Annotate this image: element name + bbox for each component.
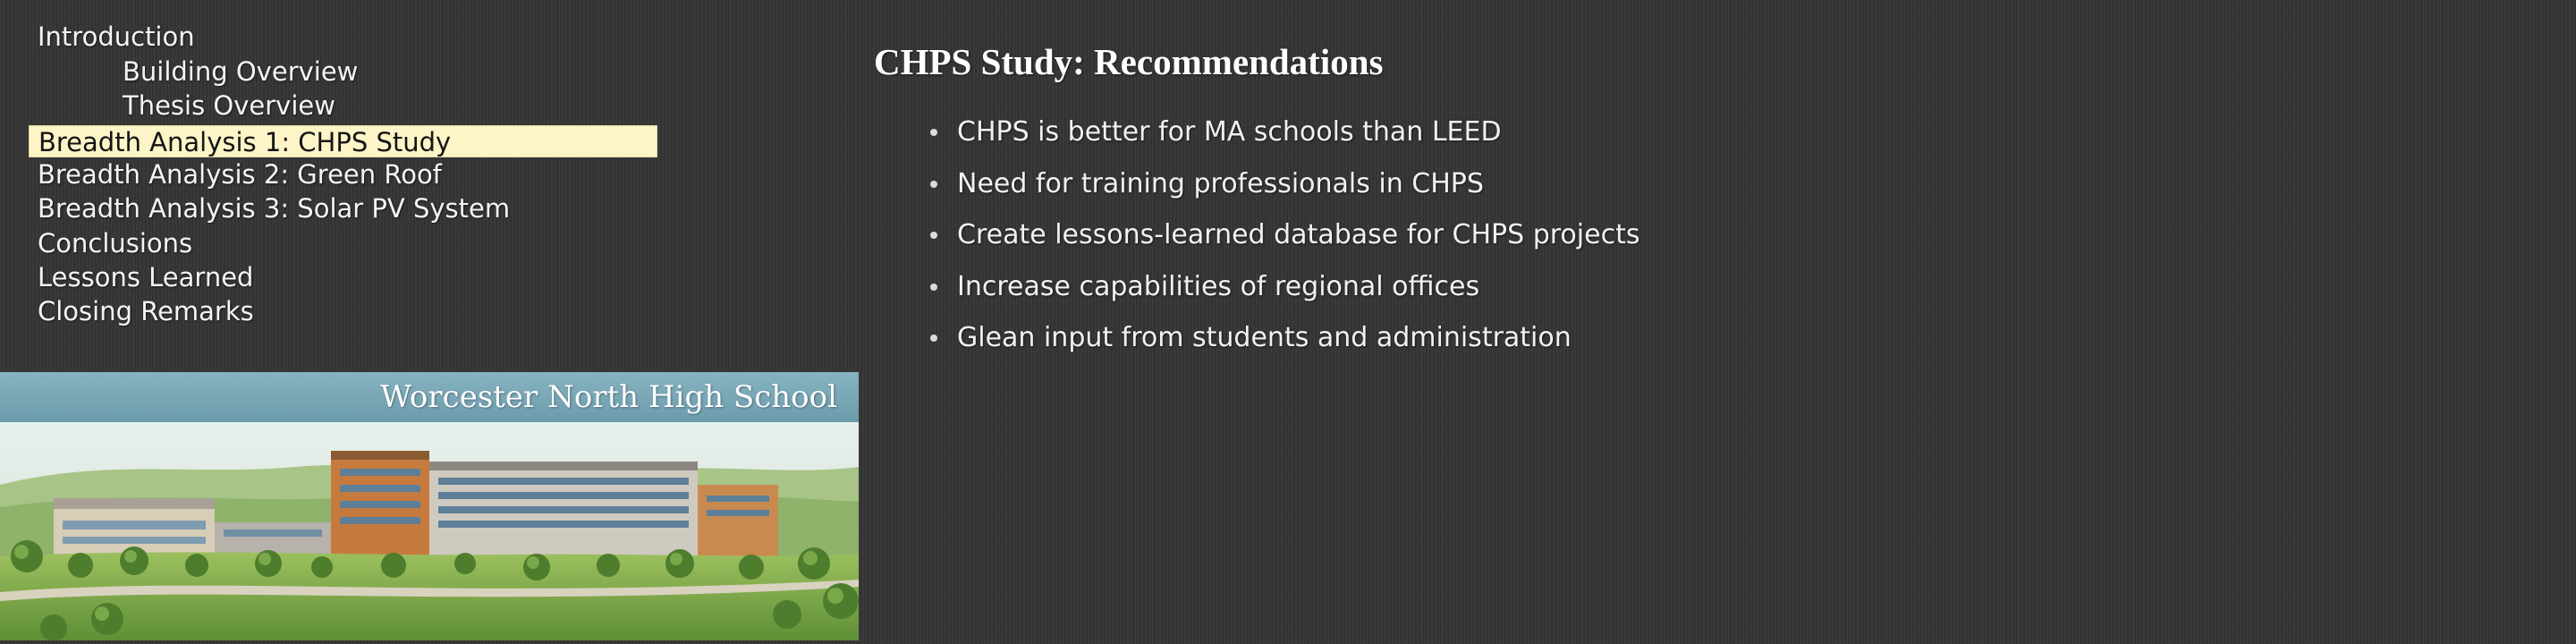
- bullet-icon: [930, 335, 937, 342]
- bullet-text: CHPS is better for MA schools than LEED: [957, 116, 1502, 148]
- bullet-icon: [930, 129, 937, 136]
- bullet-text: Create lessons-learned database for CHPS projects: [957, 219, 1640, 251]
- photo-caption-bar: [0, 372, 859, 422]
- bullet-text: Glean input from students and administration: [957, 322, 1572, 354]
- bullet-icon: [930, 232, 937, 239]
- outline-item-lessons-learned[interactable]: Lessons Learned: [38, 262, 254, 292]
- photo-caption: Worcester North High School: [380, 379, 837, 415]
- outline-item-building-overview[interactable]: Building Overview: [123, 56, 359, 87]
- outline-item-breadth-analysis-1-active[interactable]: Breadth Analysis 1: CHPS Study: [29, 125, 657, 157]
- outline-item-closing-remarks[interactable]: Closing Remarks: [38, 296, 254, 326]
- outline-item-breadth-analysis-2[interactable]: Breadth Analysis 2: Green Roof: [38, 159, 442, 190]
- outline-item-breadth-analysis-3[interactable]: Breadth Analysis 3: Solar PV System: [38, 193, 511, 224]
- school-photo-panel: [0, 372, 859, 640]
- bullet-text: Increase capabilities of regional offices: [957, 270, 1480, 302]
- outline-item-thesis-overview[interactable]: Thesis Overview: [123, 90, 335, 121]
- school-rendering-image: [0, 422, 859, 640]
- outline-item-introduction[interactable]: Introduction: [38, 21, 195, 52]
- presentation-outline: [0, 0, 859, 358]
- outline-item-conclusions[interactable]: Conclusions: [38, 228, 193, 258]
- slide-title: CHPS Study: Recommendations: [874, 41, 1384, 83]
- bullet-icon: [930, 284, 937, 291]
- bullet-icon: [930, 181, 937, 188]
- bullet-text: Need for training professionals in CHPS: [957, 167, 1484, 199]
